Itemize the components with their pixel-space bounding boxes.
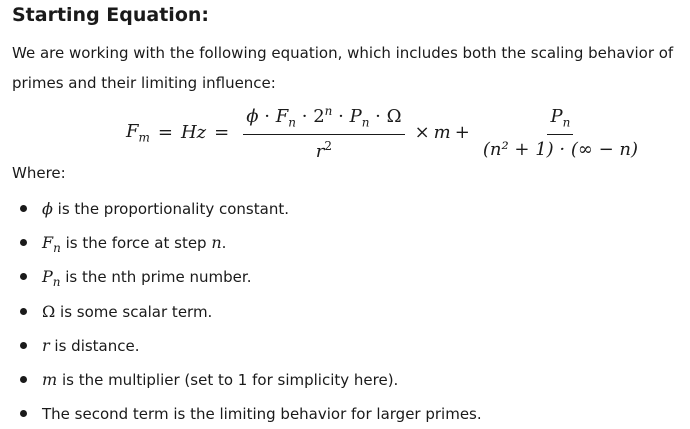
eq-hz: Hz — [180, 122, 207, 144]
fraction-limit — [480, 106, 641, 160]
bullet-icon — [20, 239, 27, 246]
eq-times: × — [414, 122, 430, 144]
fraction-main — [243, 104, 404, 162]
fraction-main-numerator: $\phi \cdot F_n \cdot 2^n \cdot P_n \cdot \Omega$ — [243, 104, 404, 135]
equation-display — [126, 104, 647, 162]
eq-lhs: $F_m$ — [126, 121, 150, 145]
section-heading: Starting Equation: — [12, 4, 209, 26]
bullet-icon — [20, 308, 27, 315]
bullet-icon — [20, 342, 27, 349]
eq-m: m — [433, 122, 451, 144]
intro-paragraph: We are working with the following equation, which includes both the scaling behavior of primes and their limiting influence: — [12, 44, 674, 92]
fraction-limit-numerator: $P_n$ — [547, 106, 573, 135]
bullet-icon — [20, 273, 27, 280]
bullet-icon — [20, 205, 27, 212]
eq-equals-1: = — [157, 122, 173, 144]
eq-plus: + — [454, 122, 470, 144]
bullet-icon — [20, 410, 27, 417]
bullet-icon — [20, 376, 27, 383]
fraction-limit-denominator: (n² + 1) · (∞ − n) — [482, 138, 638, 160]
fraction-main-denominator: $r^2$ — [315, 138, 333, 162]
where-label: Where: — [12, 164, 66, 182]
eq-equals-2: = — [214, 122, 230, 144]
